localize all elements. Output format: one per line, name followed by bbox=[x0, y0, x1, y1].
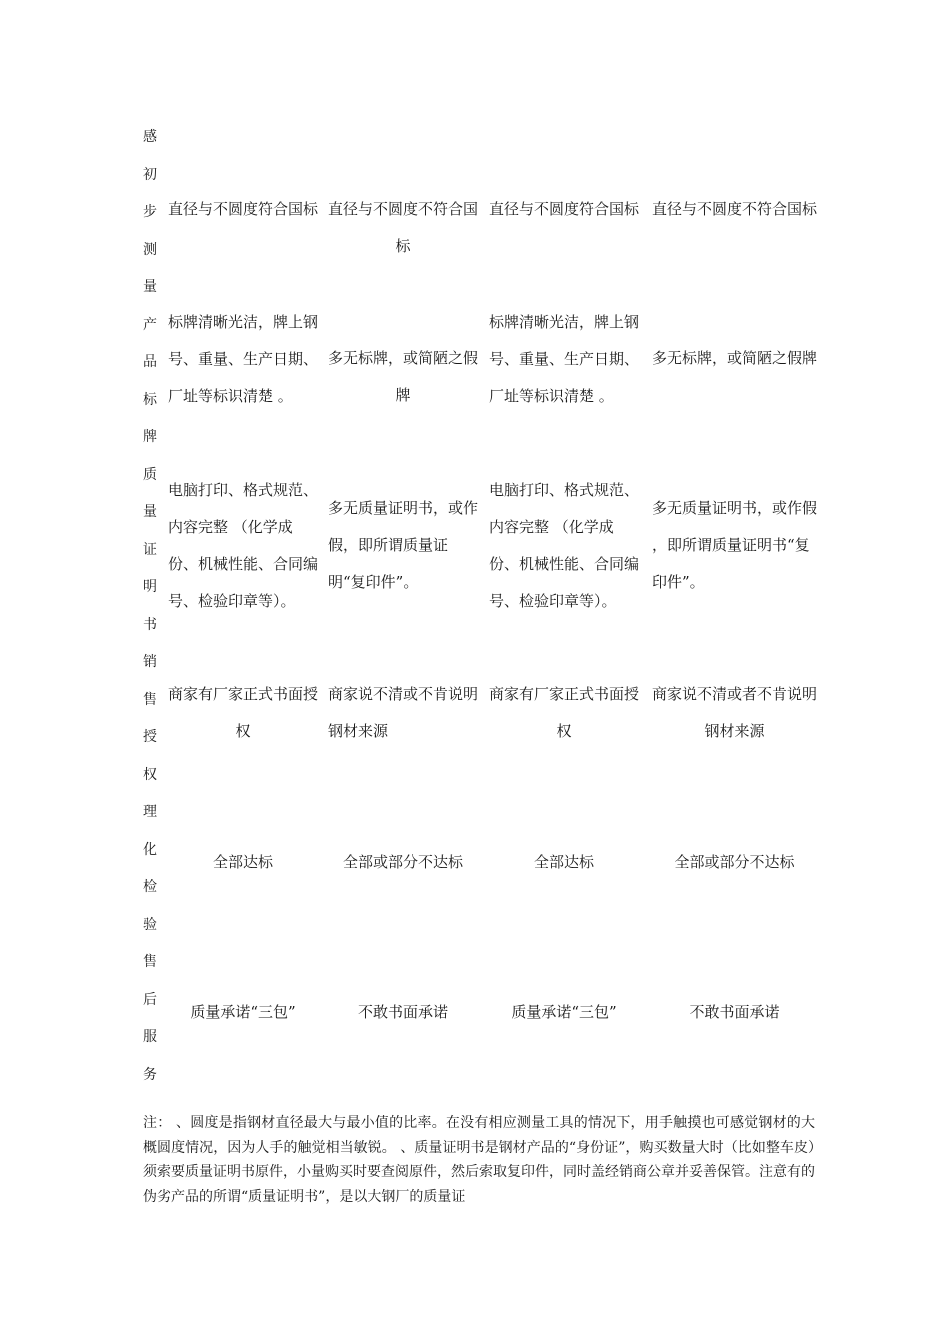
row-label-char: 品 bbox=[143, 354, 157, 370]
row-label-char: 售 bbox=[143, 954, 157, 970]
row-label-char: 感 bbox=[143, 129, 157, 145]
row-label-char: 测 bbox=[143, 242, 157, 258]
row-label-char: 销 bbox=[143, 654, 157, 670]
table-cell: 电脑打印、格式规范、内容完整 （化学成份、机械性能、合同编号、检验印章等）。 bbox=[168, 481, 319, 610]
table-cell: 直径与不圆度符合国标 bbox=[489, 200, 640, 218]
table-cell: 全部达标 bbox=[212, 853, 273, 871]
table-cell: 商家说不清或不肯说明钢材来源 bbox=[328, 685, 479, 740]
row-label-char: 服 bbox=[143, 1029, 157, 1045]
row-label-char: 验 bbox=[143, 917, 157, 933]
table-cell: 不敢书面承诺 bbox=[357, 1003, 448, 1021]
footnote-paragraph: 注： 、圆度是指钢材直径最大与最小值的比率。在没有相应测量工具的情况下，用手触摸也可感觉钢材的大概圆度情况，因为人手的触觉相当敏锐。 、质量证明书是钢材产品的“身份证”，购买数量大时（比如整车皮）须索要质量证明书原件，小量购买时要查阅原件，然后索取复印件，同时盖经销商公章并妥善保管。注意有的伪劣产品的所谓“质量证明书”，是以大钢厂的质量证 bbox=[143, 1115, 815, 1205]
table-cell: 标牌清晰光洁，牌上钢号、重量、生产日期、厂址等标识清楚 。 bbox=[168, 313, 319, 405]
table-cell: 标牌清晰光洁，牌上钢号、重量、生产日期、厂址等标识清楚 。 bbox=[489, 313, 640, 405]
table-cell: 直径与不圆度不符合国标 bbox=[652, 200, 818, 218]
row-label-char: 书 bbox=[143, 617, 157, 633]
row-label-char: 授 bbox=[143, 729, 157, 745]
table-cell: 质量承诺“三包” bbox=[511, 1003, 617, 1021]
table-cell: 不敢书面承诺 bbox=[689, 1003, 780, 1021]
row-label-char: 后 bbox=[143, 992, 157, 1008]
row-label-char: 步 bbox=[143, 204, 157, 220]
row-label-char: 标 bbox=[143, 392, 157, 408]
row-label-char: 理 bbox=[143, 804, 157, 820]
row-label-char: 质 bbox=[143, 467, 157, 483]
table-cell: 全部或部分不达标 bbox=[342, 853, 463, 871]
row-label-char: 量 bbox=[143, 504, 157, 520]
table-cell: 商家有厂家正式书面授权 bbox=[489, 685, 640, 740]
row-label-char: 售 bbox=[143, 692, 157, 708]
row-label-char: 权 bbox=[143, 767, 157, 783]
table-cell: 电脑打印、格式规范、内容完整 （化学成份、机械性能、合同编号、检验印章等）。 bbox=[489, 481, 640, 610]
row-label-char: 化 bbox=[143, 842, 157, 858]
table-cell: 全部达标 bbox=[533, 853, 594, 871]
row-label-char: 检 bbox=[143, 879, 157, 895]
table-cell: 多无质量证明书，或作假 ，即所谓质量证明书“复印件”。 bbox=[652, 499, 818, 591]
row-label-char: 明 bbox=[143, 579, 157, 595]
table-cell: 商家有厂家正式书面授权 bbox=[168, 685, 319, 740]
row-label-char: 牌 bbox=[143, 429, 157, 445]
table-cell: 质量承诺“三包” bbox=[190, 1003, 296, 1021]
table-cell: 多无标牌，或简陋之假牌 bbox=[652, 349, 818, 367]
row-label-char: 初 bbox=[143, 167, 157, 183]
table-cell: 全部或部分不达标 bbox=[674, 853, 795, 871]
table-cell: 直径与不圆度符合国标 bbox=[168, 200, 319, 218]
row-label-char: 产 bbox=[143, 317, 157, 333]
table-cell: 多无标牌，或简陋之假牌 bbox=[328, 349, 479, 404]
table-cell: 直径与不圆度不符合国标 bbox=[328, 200, 479, 255]
table-cell: 多无质量证明书，或作假，即所谓质量证明“复印件”。 bbox=[328, 499, 479, 591]
row-label-char: 证 bbox=[143, 542, 157, 558]
row-label-char: 务 bbox=[143, 1067, 157, 1083]
row-label-char: 量 bbox=[143, 279, 157, 295]
table-cell: 商家说不清或者不肯说明钢材来源 bbox=[652, 685, 818, 740]
